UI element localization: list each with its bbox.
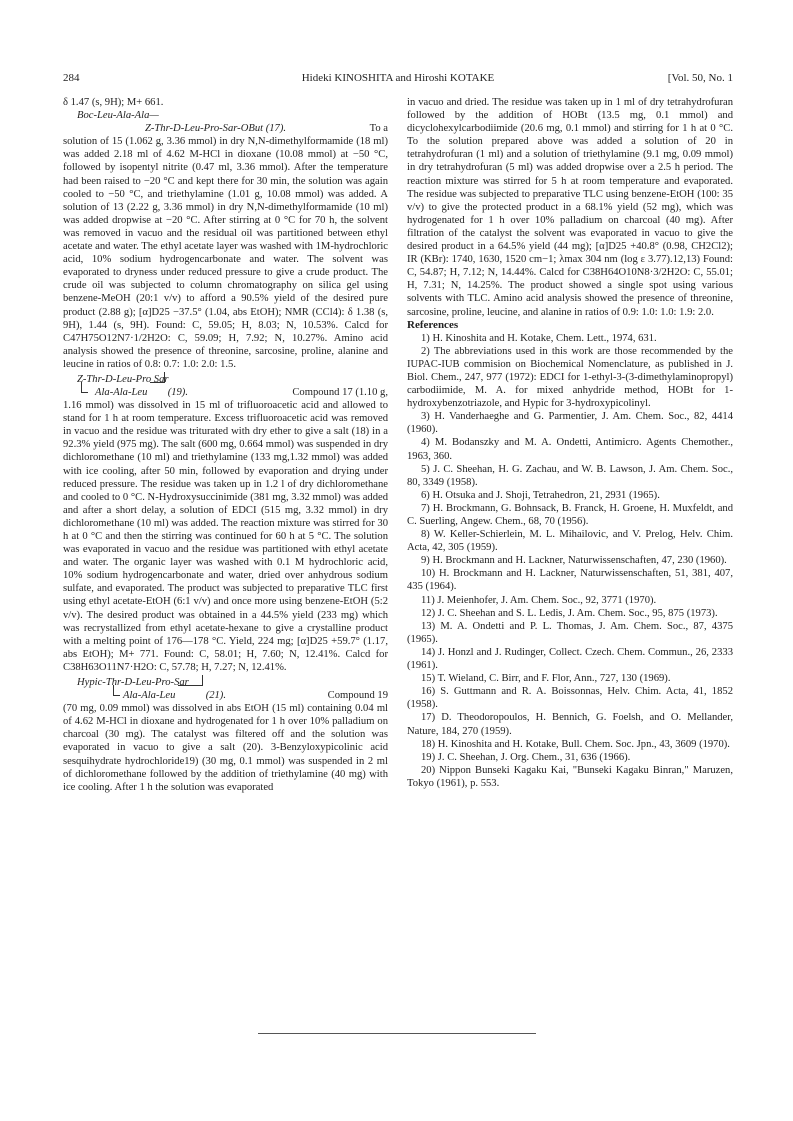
structure-19-top: Z-Thr-D-Leu-Pro Sar (77, 373, 169, 385)
structure-19-bottom: Ala-Ala-Leu (95, 386, 148, 398)
reference-item: 1) H. Kinoshita and H. Kotake, Chem. Lett., 1974, 631. (421, 332, 657, 344)
ring-bracket-right-21 (178, 675, 203, 686)
reference-item: 6) H. Otsuka and J. Shoji, Tetrahedron, 21, 2931 (1965). (421, 489, 660, 501)
compound-19-heading (63, 386, 388, 399)
structure-21-top: Hypic-Thr-D-Leu-Pro-Sar (77, 677, 189, 689)
reference-item: 9) H. Brockmann and H. Lackner, Naturwissenschaften, 47, 230 (1960). (421, 555, 727, 567)
nmr-continuation: δ 1.47 (s, 9H); M+ 661. (63, 97, 164, 108)
reference-item: 3) H. Vanderhaeghe and G. Parmentier, J. Am. Chem. Soc., 82, 4414 (1960). (407, 411, 733, 436)
reference-item: 2) The abbreviations used in this work are those recommended by the IUPAC-IUB commision on Biochemical Nomenclature, as published in J. Biol. Chem., 247, 977 (1972): EDCI for 1-ethyl-3-(3-dimethylaminopropyl) carbodiimide, M. A. for mixed anhydride method, HOBt for 1-hydroxybenzotriazole, and Hypic for 3-hydroxypicolinyl. (407, 345, 733, 410)
compound-19-lead: Compound 17 (1.10 g, (292, 386, 388, 398)
reference-item: 13) M. A. Ondetti and P. L. Thomas, J. Am. Chem. Soc., 87, 4375 (1965). (407, 620, 733, 645)
authors-line: Hideki KINOSHITA and Hiroshi KOTAKE (301, 72, 495, 84)
reference-item: 12) J. C. Sheehan and S. L. Ledis, J. Am. Chem. Soc., 95, 875 (1973). (421, 607, 718, 619)
reference-item: 5) J. C. Sheehan, H. G. Zachau, and W. B. Lawson, J. Am. Chem. Soc., 80, 3349 (1958). (407, 463, 733, 488)
reference-item: 8) W. Keller-Schierlein, M. L. Mihailovic, and V. Prelog, Helv. Chim. Acta, 42, 305 (1959). (407, 529, 733, 554)
reference-item: 20) Nippon Bunseki Kagaku Kai, "Bunseki Kagaku Binran," Maruzen, Tokyo (1961), p. 553. (407, 764, 733, 789)
running-header (63, 72, 733, 88)
compound-19-label: (19). (167, 386, 188, 398)
cyclic-structure-19 (63, 373, 388, 386)
reference-item: 10) H. Brockmann and H. Lackner, Naturwissenschaften, 51, 381, 407, 435 (1964). (407, 568, 733, 593)
reference-item: 7) H. Brockmann, G. Bohnsack, B. Franck, H. Groene, H. Muxfeldt, and C. Suerling, Angew. Chem., 68, 70 (1956). (407, 502, 733, 527)
compound-21-procedure: (70 mg, 0.09 mmol) was dissolved in abs EtOH (15 ml) containing 0.04 ml of 4.62 M-HCl in dioxane and hydrogenated for 1 h over 10% palladium on charcoal (30 mg). The catalyst was filtered off and the solution was evaporated in vacuo to give a salt (20). 3-Benzyloxypicolinic acid sesquihydrate hydrochloride19) (30 mg, 0.1 mmol) was suspended in 2 ml of dichloromethane followed by the addition of triethylamine (40 mg) with ice cooling. After 1 h the solution was evaporated (63, 703, 388, 793)
structure-line-boc: Boc-Leu-Ala-Ala— (77, 110, 159, 122)
compound-17-name: Z-Thr-D-Leu-Pro-Sar-OBut (17). (145, 123, 287, 135)
reference-item: 11) J. Meienhofer, J. Am. Chem. Soc., 92, 3771 (1970). (421, 594, 657, 606)
reference-item: 15) T. Wieland, C. Birr, and F. Flor, Ann., 727, 130 (1969). (421, 673, 671, 685)
compound-17-lead: To a (369, 123, 388, 135)
compound-17-heading (63, 122, 388, 135)
ring-bracket-left-21 (113, 685, 120, 696)
end-rule (258, 1033, 536, 1034)
compound-21-continuation: in vacuo and dried. The residue was taken up in 1 ml of dry tetrahydrofuran followed by the addition of HOBt (13.5 mg, 0.1 mmol) and dicyclohexylcarbodiimide (20.6 mg, 0.1 mmol) and stirring for 1 h at 0 °C. To the solution prepared above was added a solution of 20 in tetrahydrofuran (1 ml) and a solution of triethylamine (9.1 mg, 0.09 mmol) in dry tetrahydrofuran (5 ml) was added dropwise over a 2.5 h period. The reaction mixture was stirred for 5 h at room temperature and evaporated. The residue was subjected to preparative TLC using benzene-EtOH (100: 35 v/v) to give the protected product in a 68.1% yield (52 mg), which was hydrogenated for 1 h over 10% palladium on charcoal (40 mg). After filtration of the catalyst the solvent was evaporated in vacuo to give the desired product in a 64.5% yield (44 mg); [α]D25 +40.8° (0.98, CH2Cl2); IR (KBr): 1740, 1630, 1520 cm−1; λmax 304 nm (log ε 3.77).12,13) Found: C, 54.87; H, 7.12; N, 14.44%. Calcd for C38H64O10N8·3/2H2O: C, 55.01; H, 7.31; N, 14.25%. The product showed a single spot using various solvents with TLC. Amino acid analysis showed the presence of threonine, sarcosine, proline, leucine, and alanine in ratios of 0.9: 1.0: 1.0: 1.9: 2.0. (407, 97, 733, 318)
reference-item: 16) S. Guttmann and R. A. Boissonnas, Helv. Chim. Acta, 41, 1852 (1958). (407, 686, 733, 711)
structure-21-bottom: Ala-Ala-Leu (123, 690, 176, 702)
compound-17-procedure: solution of 15 (1.062 g, 3.36 mmol) in dry N,N-dimethylformamide (18 ml) was added 2.18 ml of 4.62 M-HCl in dioxane (10.08 mmol) at −50 °C, followed by isopentyl nitrite (0.47 ml, 3.36 mmol). After the temperature had been raised to −20 °C and kept there for 30 min, the solution was again cooled to −50 °C, and triethylamine (1.01 g, 10.08 mmol) was added. A solution of 13 (2.22 g, 3.36 mmol) in dry N,N-dimethylformamide (10 ml) was added dropwise at −20 °C. After stirring at 0 °C for 70 h, the solvent was removed in vacuo and the residual oil was partitioned between ethyl acetate and water. The ethyl acetate layer was washed with 1M-hydrochloric acid, 10% sodium hydrogencarbonate and water. The solvent was evaporated to dryness under reduced pressure to give a crude product. The crude oil was subjected to column chromatography on silica gel using benzene-MeOH (20:1 v/v) to afford a 90.5% yield of the desired pure product (2.88 g); [α]D25 −37.5° (1.04, abs EtOH); NMR (CCl4): δ 1.38 (s, 9H), 1.44 (s, 9H). Found: C, 59.05; H, 8.03; N, 10.53%. Calcd for C47H75O12N7·1/2H2O: C, 59.09; H, 7.92; N, 10.27%. Amino acid analysis showed the presence of threonine, sarcosine, proline, alanine and leucine in ratios of 0.8: 0.7: 1.0: 2.0: 1.5. (63, 136, 388, 370)
compound-19-procedure: 1.16 mmol) was dissolved in 15 ml of trifluoroacetic acid and allowed to stand for 1 h at room temperature. Excess trifluoroacetic acid was removed in vacuo and the residue was triturated with dry ether to give a salt (18) in a 92.3% yield (975 mg). The salt (600 mg, 0.664 mmol) was suspended in dry dichloromethane (10 ml) and triethylamine (133 mg,1.32 mmol) was added with ice cooling, after 50 min, followed by evaporation and drying under reduced pressure. The residue was taken up in 1.2 l of dry dichloromethane and cooled to 0 °C. N-Hydroxysuccinimide (381 mg, 3.32 mmol) was added and after a short delay, a solution of EDCI (515 mg, 3.32 mmol) in dry dichloromethane (10 ml) was added. The reaction mixture was stirred for 30 h at 0 °C and then the stirring was continued for 60 h at 5 °C. The solution was evaporated in vacuo and the residue was partitioned with ethyl acetate and water. The organic layer was washed with 0.1 M hydrochloric acid, 10% sodium hydrogencarbonate and water, dried over anhydrous sodium sulfate, and evaporated. The product was subjected to preparative TLC first using ethyl acetate-EtOH (6:1 v/v) and once more using benzene-EtOH (5:2 v/v). The desired product was obtained in a 44.5% yield (233 mg) which was recrystallized from ethyl acetate-hexane to give a crystalline product with a melting point of 176—178 °C. Yield, 224 mg; [α]D25 +59.7° (1.17, abs EtOH); M+ 771. Found: C, 58.01; H, 7.60; N, 12.41%. Calcd for C38H63O11N7·H2O: C, 57.78; H, 7.27; N, 12.41%. (63, 400, 388, 673)
compound-21-lead: Compound 19 (327, 690, 388, 702)
page-number: 284 (63, 72, 80, 84)
reference-item: 19) J. C. Sheehan, J. Org. Chem., 31, 636 (1966). (421, 751, 631, 763)
reference-item: 14) J. Honzl and J. Rudinger, Collect. Czech. Chem. Commun., 26, 2333 (1961). (407, 646, 733, 672)
cyclic-structure-21 (63, 676, 388, 689)
reference-item: 4) M. Bodanszky and M. A. Ondetti, Antimicro. Agents Chemother., 1963, 360. (407, 437, 733, 462)
compound-21-label: (21). (205, 690, 226, 702)
reference-item: 17) D. Theodoropoulos, H. Bennich, G. Foelsh, and O. Mellander, Nature, 184, 270 (1959). (407, 712, 733, 737)
volume-info: [Vol. 50, No. 1 (667, 72, 733, 84)
ring-bracket-left (81, 382, 88, 393)
left-column (63, 96, 388, 794)
compound-21-heading (63, 689, 388, 702)
reference-list (407, 332, 733, 790)
reference-item: 18) H. Kinoshita and H. Kotake, Bull. Chem. Soc. Jpn., 43, 3609 (1970). (421, 738, 730, 750)
references-heading: References (407, 318, 459, 331)
ring-bracket-right (150, 372, 165, 383)
right-column (407, 96, 733, 790)
